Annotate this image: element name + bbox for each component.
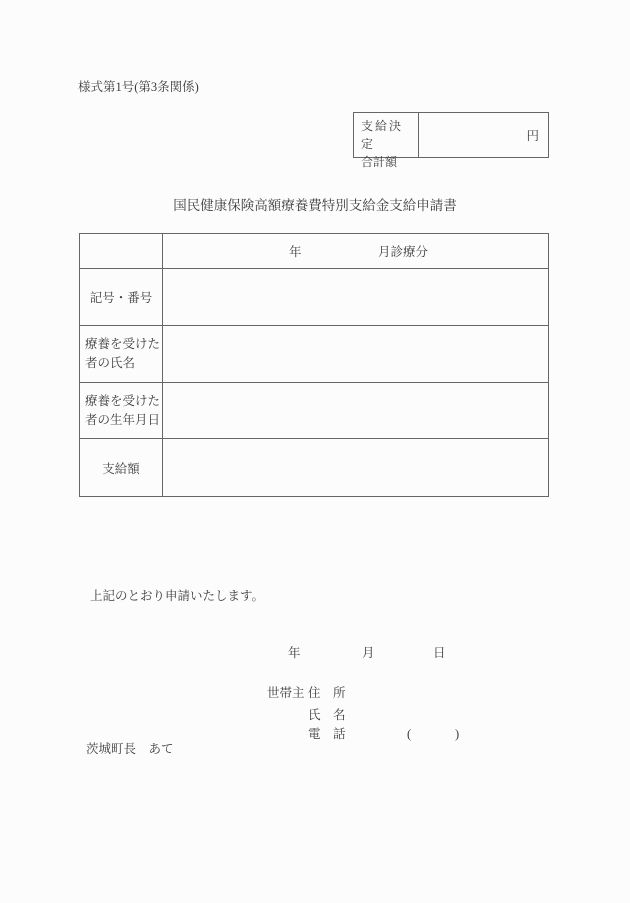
decision-total-label [354, 113, 419, 169]
date-month-label: 月 [362, 646, 375, 660]
patient-birthdate-label-line2: 者の生年月日 [85, 412, 161, 427]
phone-paren-close: ) [455, 727, 460, 741]
phone-paren-open: ( [407, 727, 412, 741]
form-number: 様式第1号(第3条関係) [78, 80, 199, 94]
patient-name-label-line2: 者の氏名 [85, 356, 136, 370]
addressee-label: 茨城町長 あて [86, 742, 174, 756]
table-row-treatment-period [80, 234, 549, 269]
application-table [79, 233, 549, 497]
payment-amount-value-cell[interactable] [163, 439, 549, 497]
patient-name-label-line1: 療養を受けた [85, 337, 161, 351]
phone-label: 電 話 [308, 727, 346, 741]
patient-birthdate-label [80, 383, 163, 439]
treatment-month-label: 月診療分 [378, 245, 429, 259]
declaration-sentence: 上記のとおり申請いたします。 [90, 589, 265, 603]
decision-total-amount-cell[interactable] [419, 113, 548, 157]
symbol-number-value-cell[interactable] [163, 269, 549, 326]
payment-amount-label: 支給額 [80, 439, 163, 497]
patient-name-value-cell[interactable] [163, 326, 549, 383]
table-row-patient-name [80, 326, 549, 383]
application-table-grid [79, 233, 549, 497]
address-label: 住 所 [308, 686, 346, 700]
table-row-symbol-number [80, 269, 549, 326]
patient-birthdate-value-cell[interactable] [163, 383, 549, 439]
date-day-label: 日 [433, 646, 446, 660]
table-row-payment-amount [80, 439, 549, 497]
treatment-period-blank-label-cell [80, 234, 163, 269]
yen-unit-label: 円 [526, 129, 539, 143]
patient-birthdate-label-line1: 療養を受けた [85, 393, 161, 408]
decision-total-box [353, 112, 549, 169]
page-title: 国民健康保険高額療養費特別支給金支給申請書 [173, 198, 457, 213]
householder-label: 世帯主 [267, 686, 305, 700]
treatment-year-label: 年 [289, 245, 302, 259]
date-year-label: 年 [288, 646, 301, 660]
decision-total-label-line1: 支給決定 [361, 119, 404, 151]
patient-name-label [80, 326, 163, 383]
treatment-period-value-cell[interactable] [163, 234, 549, 269]
table-row-patient-birthdate [80, 383, 549, 439]
symbol-number-label: 記号・番号 [80, 269, 163, 326]
name-label: 氏 名 [308, 708, 346, 722]
decision-total-label-line2: 合計額 [361, 155, 398, 169]
